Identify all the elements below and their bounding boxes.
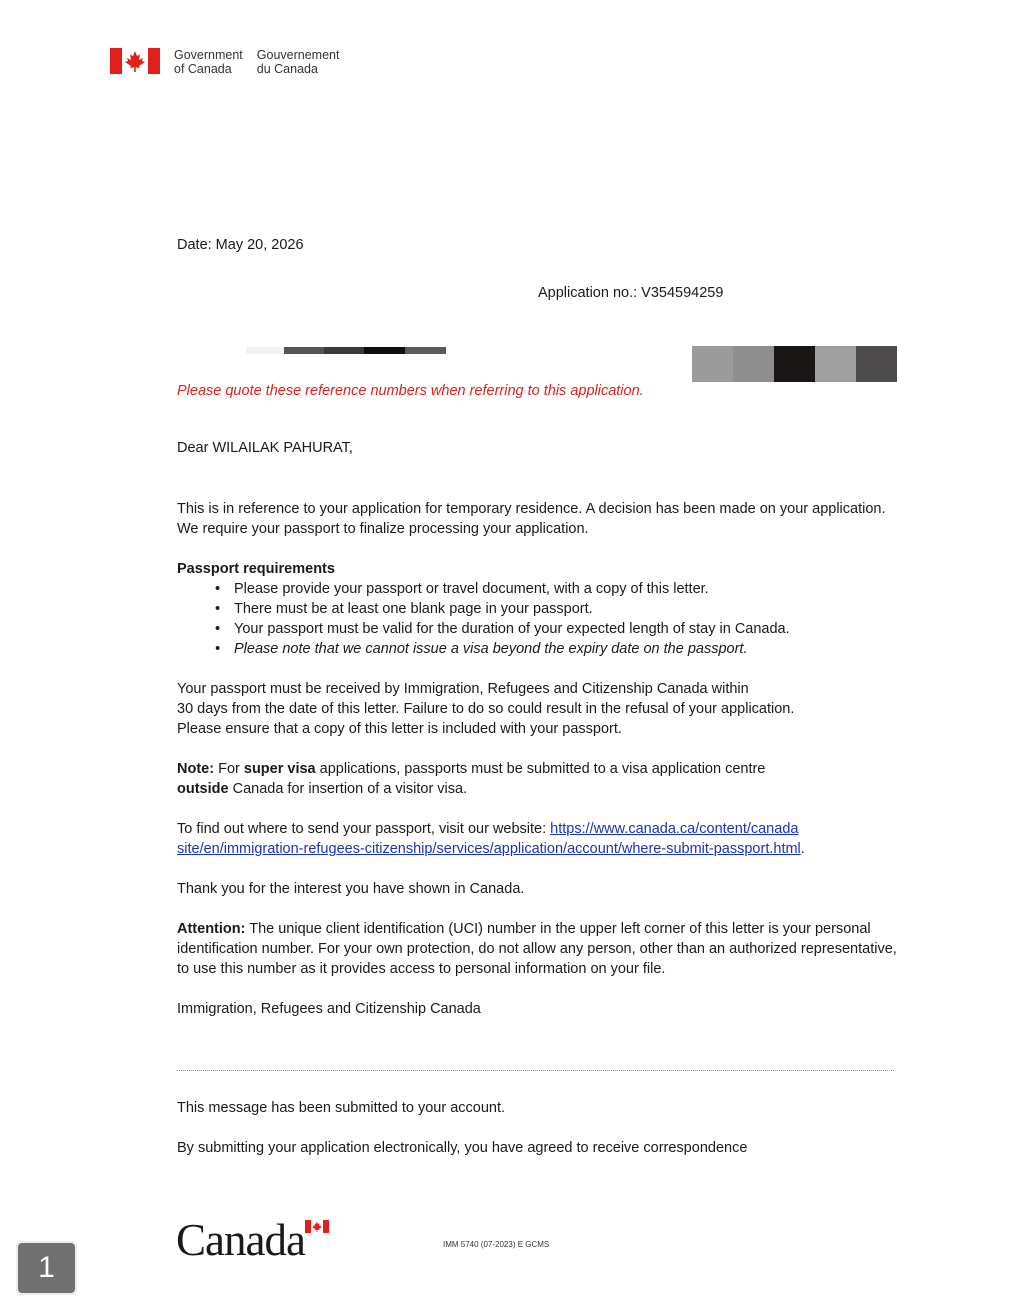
letter-date: Date: May 20, 2026 [177, 237, 304, 253]
redacted-uci-bar [246, 347, 446, 354]
receipt-paragraph [177, 679, 897, 739]
page-number-badge[interactable]: 1 [16, 1241, 77, 1295]
receipt-line-1: Your passport must be received by Immigration, Refugees and Citizenship Canada within [177, 681, 749, 697]
redacted-reference-block [692, 346, 897, 382]
gov-fr-line-1: Gouvernement [256, 48, 340, 62]
submitted-message: This message has been submitted to your account. [177, 1100, 506, 1116]
requirement-item: • There must be at least one blank page in your passport. [234, 599, 897, 619]
website-paragraph [177, 819, 897, 859]
form-code: IMM 5740 (07-2023) E GCMS [443, 1240, 550, 1249]
government-en [174, 48, 243, 76]
receipt-line-2: 30 days from the date of this letter. Failure to do so could result in the refusal of your application. [177, 701, 795, 717]
gov-en-line-1: Government [174, 48, 243, 62]
attention-paragraph [177, 919, 897, 979]
gov-fr-line-2: du Canada [256, 62, 318, 76]
electronic-agreement: By submitting your application electronically, you have agreed to receive correspondence [177, 1140, 748, 1156]
note-paragraph [177, 759, 897, 799]
dotted-divider [177, 1070, 894, 1071]
note-super-visa: super visa [243, 761, 316, 777]
wordmark-flag-icon [305, 1220, 329, 1233]
attention-label: Attention: [177, 921, 246, 937]
salutation: Dear WILAILAK PAHURAT, [177, 440, 353, 456]
link-line-1: https://www.canada.ca/content/canada [550, 821, 799, 837]
attention-text: The unique client identification (UCI) number in the upper left corner of this letter is your personal identification number. For your own protection, do not allow any person, other than an authorized representative, to use this number as it provides access to personal information on your file. [177, 921, 897, 977]
passport-requirements-heading: Passport requirements [177, 561, 335, 577]
note-label: Note: [177, 761, 215, 777]
website-text: To find out where to send your passport, visit our website: [177, 821, 551, 837]
gov-en-line-2: of Canada [174, 62, 232, 76]
application-number: Application no.: V354594259 [538, 285, 724, 301]
canada-flag-icon [110, 48, 160, 74]
note-outside: outside [177, 781, 229, 797]
website-end: . [800, 841, 805, 857]
note-text: For [214, 761, 244, 777]
note-text: Canada for insertion of a visitor visa. [228, 781, 468, 797]
requirement-item: • Please provide your passport or travel document, with a copy of this letter. [234, 579, 897, 599]
requirement-item: • Please note that we cannot issue a visa beyond the expiry date on the passport. [234, 639, 897, 659]
link-line-2: site/en/immigration-refugees-citizenship/services/application/account/where-submit-passport.html [177, 841, 801, 857]
government-fr [257, 48, 340, 76]
requirement-item: • Your passport must be valid for the duration of your expected length of stay in Canada. [234, 619, 897, 639]
receipt-line-3: Please ensure that a copy of this letter is included with your passport. [177, 721, 622, 737]
intro-paragraph: This is in reference to your application for temporary residence. A decision has been made on your application. We require your passport to finalize processing your application. [177, 501, 886, 537]
reference-note: Please quote these reference numbers when referring to this application. [177, 383, 644, 399]
passport-requirements-list [177, 579, 897, 659]
thanks-paragraph: Thank you for the interest you have shown in Canada. [177, 881, 525, 897]
signoff: Immigration, Refugees and Citizenship Canada [177, 1001, 481, 1017]
note-text: applications, passports must be submitted to a visa application centre [315, 761, 766, 777]
government-header [110, 48, 353, 78]
canada-wordmark: Canada [176, 1215, 305, 1265]
letter-body [177, 499, 897, 1039]
